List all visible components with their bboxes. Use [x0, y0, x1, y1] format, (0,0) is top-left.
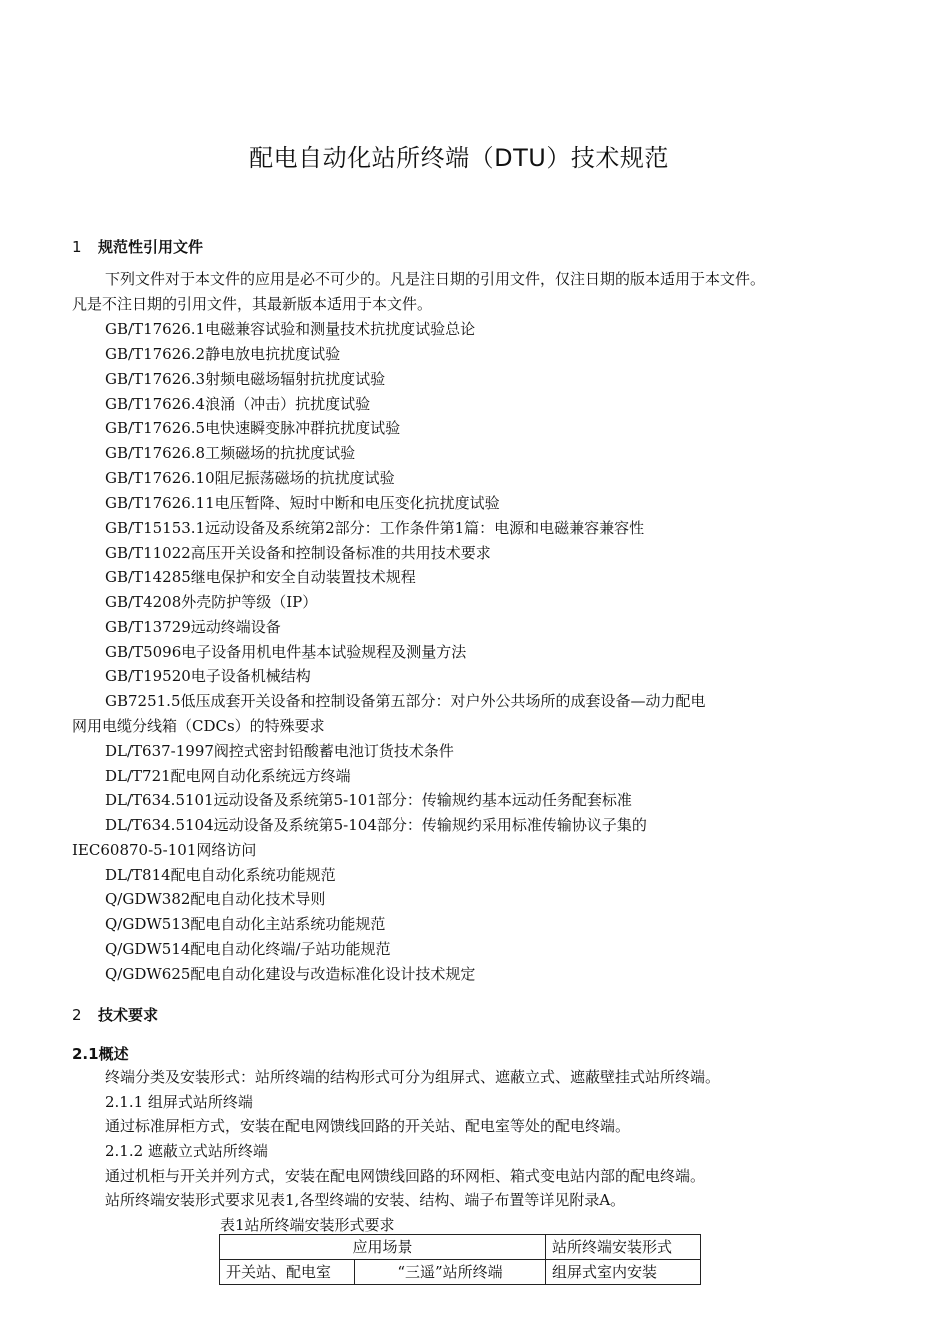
reference-item: GB/T17626.10阻尼振荡磁场的抗扰度试验: [105, 469, 395, 487]
reference-item: DL/T814配电自动化系统功能规范: [105, 866, 336, 884]
reference-item: GB/T17626.4浪涌（冲击）抗扰度试验: [105, 395, 371, 413]
reference-item: GB/T17626.5电快速瞬变脉冲群抗扰度试验: [105, 419, 401, 437]
section-1-heading: [72, 236, 203, 257]
reference-item: GB/T11022高压开关设备和控制设备标准的共用技术要求: [105, 544, 491, 562]
reference-item: DL/T721配电网自动化系统远方终端: [105, 767, 351, 785]
clause-heading: 2.1.2 遮蔽立式站所终端: [105, 1142, 268, 1160]
reference-item-continued: 网用电缆分线箱（CDCs）的特殊要求: [72, 717, 325, 735]
reference-item: GB/T5096电子设备用机电件基本试验规程及测量方法: [105, 643, 467, 661]
reference-item: GB/T17626.8工频磁场的抗扰度试验: [105, 444, 356, 462]
reference-item: GB/T4208外壳防护等级（IP）: [105, 593, 318, 611]
reference-item: Q/GDW514配电自动化终端/子站功能规范: [105, 940, 391, 958]
body-text-line: 站所终端安装形式要求见表1,各型终端的安装、结构、端子布置等详见附录A。: [105, 1191, 626, 1209]
reference-item: GB/T13729远动终端设备: [105, 618, 281, 636]
section-1-number: 1: [72, 238, 82, 256]
reference-item: DL/T634.5104远动设备及系统第5-104部分：传输规约采用标准传输协议子集的: [105, 816, 647, 834]
table-header-row: [220, 1235, 701, 1260]
reference-item: GB/T17626.1电磁兼容试验和测量技术抗扰度试验总论: [105, 320, 476, 338]
clause-heading: 2.1.1 组屏式站所终端: [105, 1093, 253, 1111]
table-cell: 组屏式室内安装: [546, 1260, 701, 1285]
reference-item: GB/T19520电子设备机械结构: [105, 667, 311, 685]
reference-item: GB/T15153.1远动设备及系统第2部分：工作条件第1篇：电源和电磁兼容兼容性: [105, 519, 645, 537]
section-2-heading: [72, 1004, 158, 1025]
reference-item: GB/T17626.2静电放电抗扰度试验: [105, 345, 341, 363]
body-text-line: 通过机柜与开关并列方式，安装在配电网馈线回路的环网柜、箱式变电站内部的配电终端。: [105, 1167, 706, 1185]
reference-item: GB7251.5低压成套开关设备和控制设备第五部分：对户外公共场所的成套设备—动力配电: [105, 692, 706, 710]
table-row: [220, 1260, 701, 1285]
table-cell: 开关站、配电室: [220, 1260, 355, 1285]
installation-form-table: [219, 1234, 701, 1285]
table-header-cell: 应用场景: [220, 1235, 546, 1260]
reference-item: GB/T14285继电保护和安全自动装置技术规程: [105, 568, 416, 586]
table-header-cell: 站所终端安装形式: [546, 1235, 701, 1260]
reference-item: Q/GDW382配电自动化技术导则: [105, 890, 326, 908]
intro-paragraph-line: 凡是不注日期的引用文件，其最新版本适用于本文件。: [72, 295, 433, 313]
body-text-line: 终端分类及安装形式：站所终端的结构形式可分为组屏式、遮蔽立式、遮蔽壁挂式站所终端。: [105, 1068, 721, 1086]
section-2-title: 技术要求: [98, 1006, 159, 1024]
table-cell: “三遥”站所终端: [355, 1260, 546, 1285]
reference-item-continued: IEC60870-5-101网络访问: [72, 841, 257, 859]
reference-item: Q/GDW513配电自动化主站系统功能规范: [105, 915, 386, 933]
intro-paragraph-line: 下列文件对于本文件的应用是必不可少的。凡是注日期的引用文件，仅注日期的版本适用于本文件。: [105, 270, 766, 288]
reference-item: Q/GDW625配电自动化建设与改造标准化设计技术规定: [105, 965, 476, 983]
reference-item: GB/T17626.3射频电磁场辐射抗扰度试验: [105, 370, 386, 388]
document-title: 配电自动化站所终端（DTU）技术规范: [249, 144, 669, 172]
reference-item: GB/T17626.11电压暂降、短时中断和电压变化抗扰度试验: [105, 494, 500, 512]
reference-item: DL/T637-1997阀控式密封铅酸蓄电池订货技术条件: [105, 742, 454, 760]
subsection-2-1-heading: 2.1概述: [72, 1045, 129, 1063]
table-caption: 表1站所终端安装形式要求: [220, 1216, 395, 1234]
reference-item: DL/T634.5101远动设备及系统第5-101部分：传输规约基本远动任务配套标准: [105, 791, 632, 809]
section-2-number: 2: [72, 1006, 82, 1024]
body-text-line: 通过标准屏柜方式，安装在配电网馈线回路的开关站、配电室等处的配电终端。: [105, 1117, 631, 1135]
section-1-title: 规范性引用文件: [98, 238, 204, 256]
